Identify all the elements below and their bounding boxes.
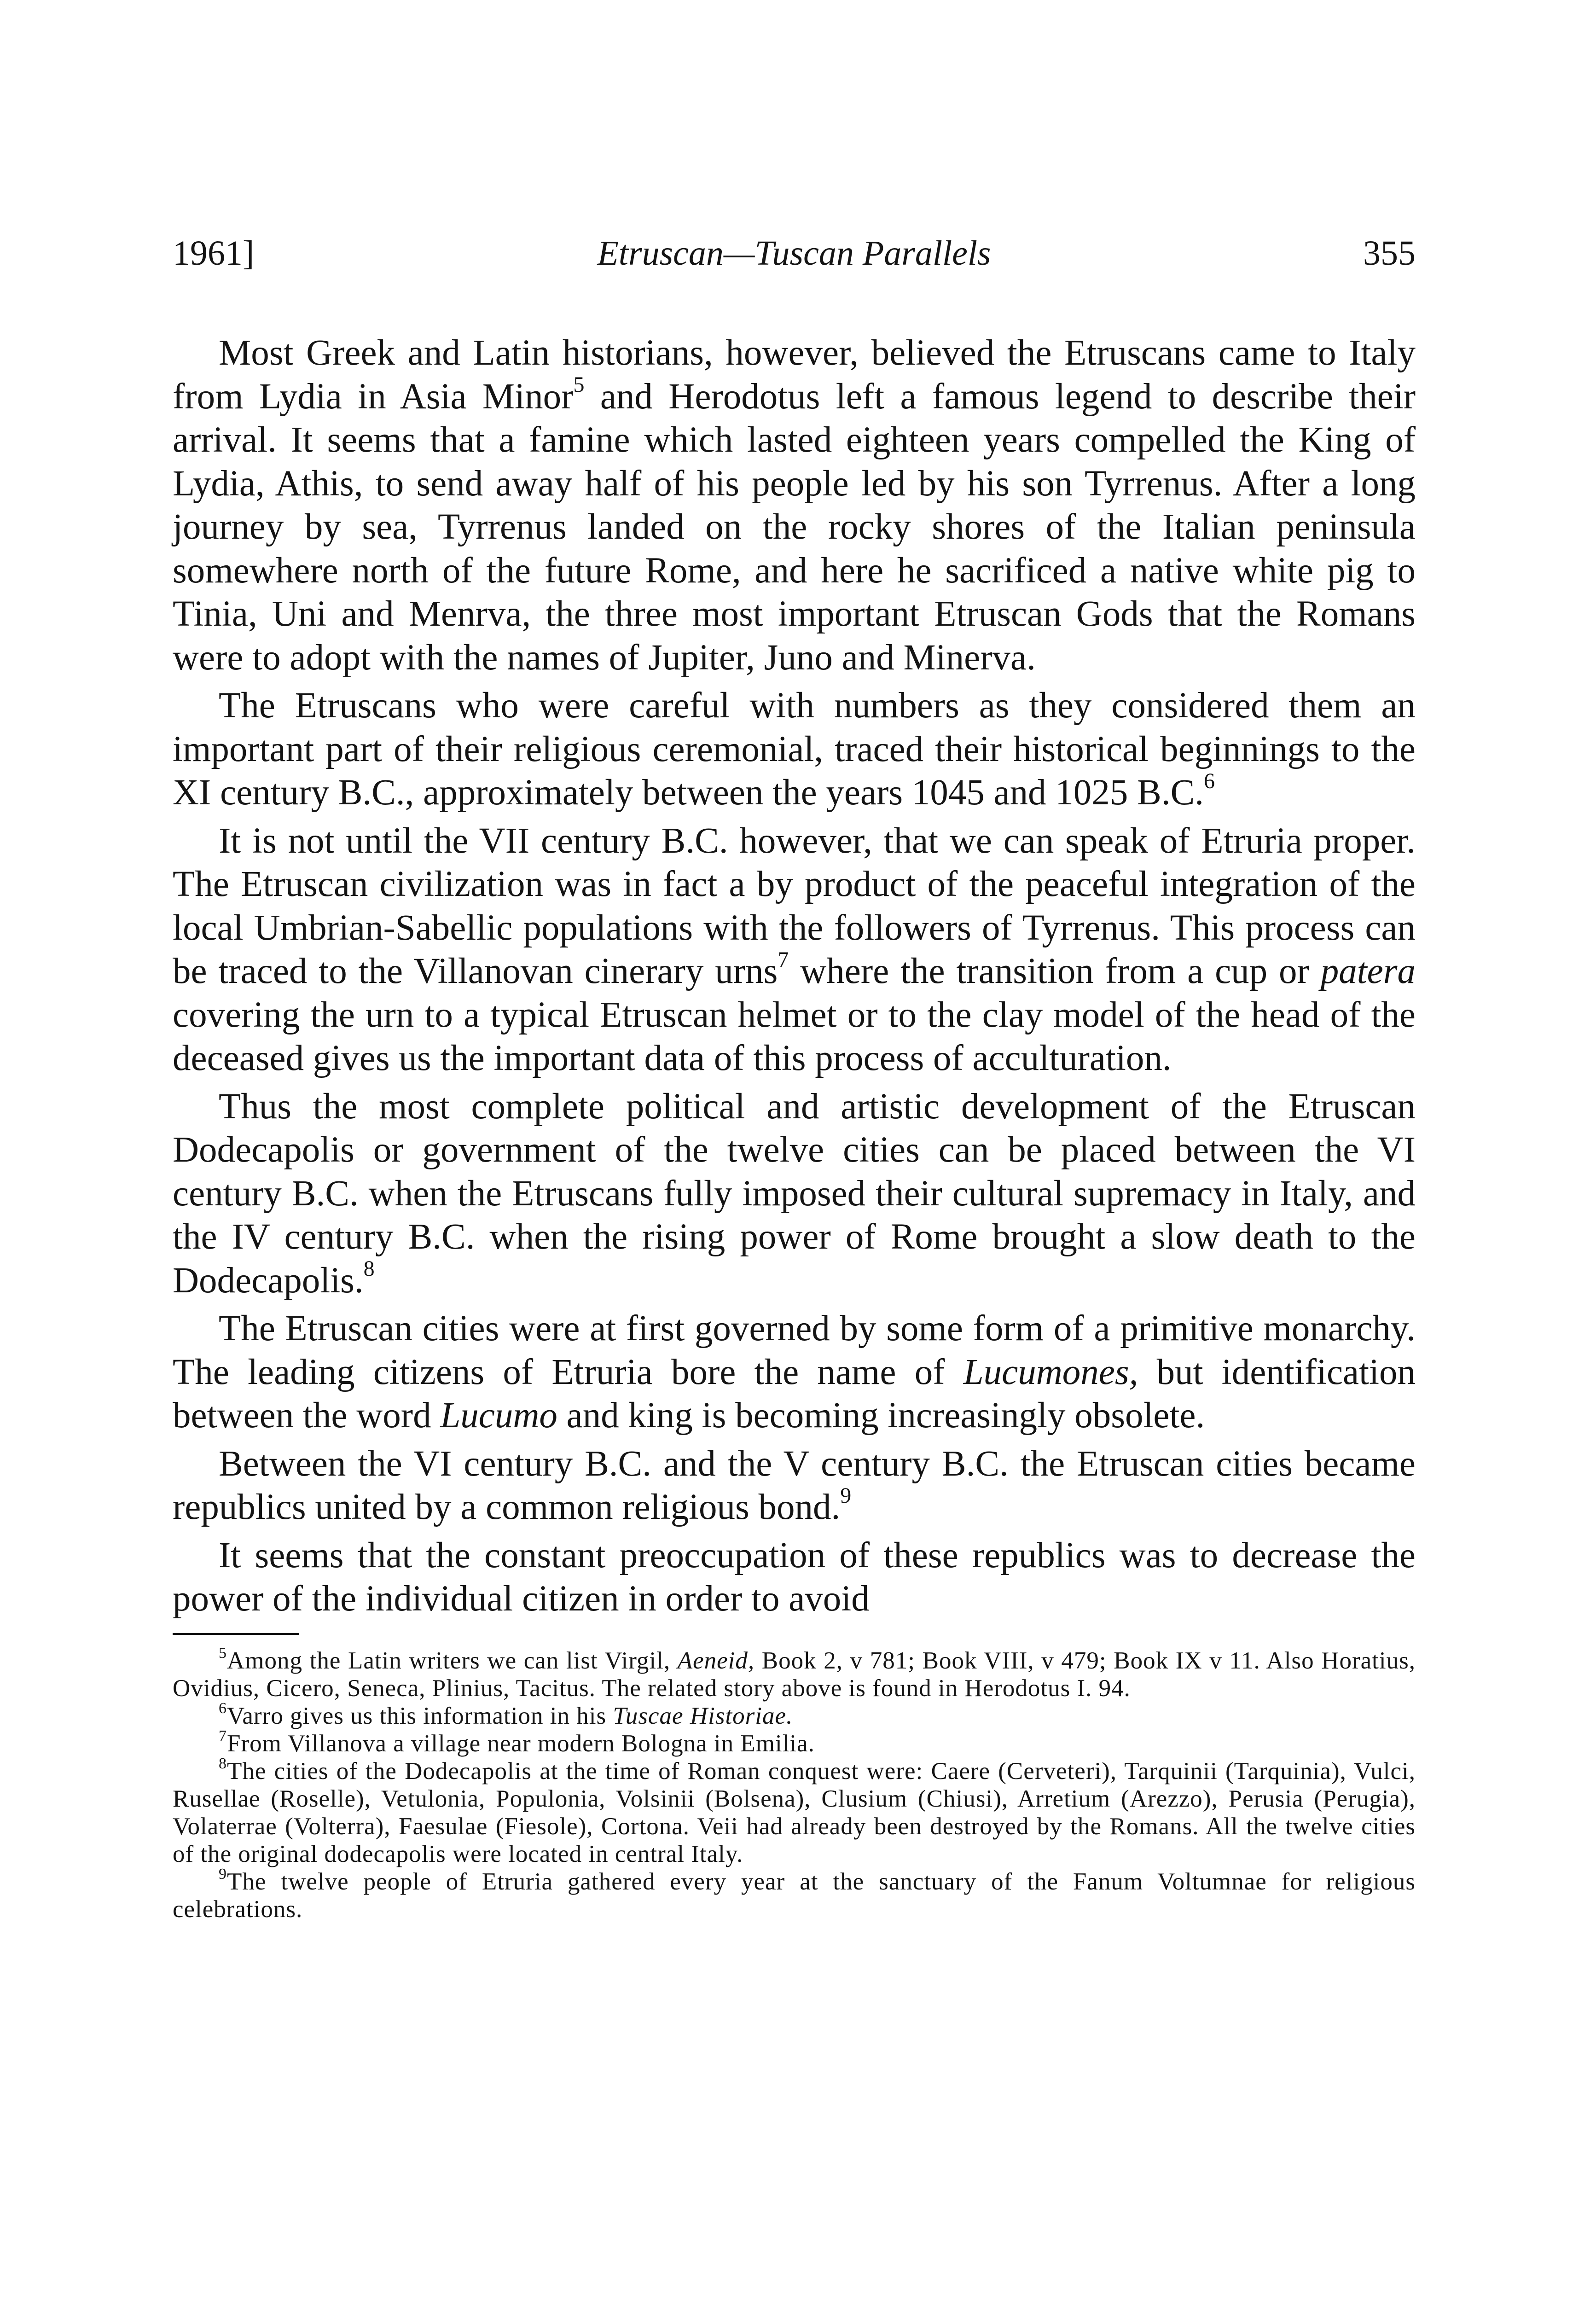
header-title: Etruscan—Tuscan Parallels — [597, 234, 991, 273]
paragraph-6 — [173, 1442, 1416, 1529]
footnote-6 — [173, 1699, 1416, 1730]
footnote-ref-5: 5 — [573, 372, 585, 397]
footnote-6-italic: Tuscae Historiae. — [613, 1702, 793, 1729]
journal-page — [173, 226, 1416, 1923]
paragraph-7 — [173, 1534, 1416, 1621]
footnote-7-text-1: From Villanova a village near modern Bologna in Emilia. — [227, 1730, 815, 1757]
page-number: 355 — [1363, 234, 1416, 273]
footnote-5-mark: 5 — [219, 1644, 227, 1662]
footnote-divider — [173, 1633, 299, 1635]
p5-italic-lucumones: Lucumones, — [963, 1352, 1138, 1392]
footnote-6-mark: 6 — [219, 1699, 227, 1717]
footnote-5-text-2: Book 2, v 781; Book VIII, v 479; Book IX v 11. Also Horatius, Ovidius, Cicero, Seneca, Plinius, Tacitus. The related story above is found in Herodotus I. 94. — [173, 1647, 1416, 1702]
paragraph-3 — [173, 820, 1416, 1081]
footnote-7-mark: 7 — [219, 1727, 227, 1744]
footnote-6-text-1: Varro gives us this information in his — [227, 1702, 613, 1729]
p2-text-1: The Etruscans who were careful with numbers as they considered them an important part of their religious ceremonial, traced their historical beginnings to the XI century B.C., approximately between the years 1045 and 1025 B.C. — [173, 686, 1416, 813]
p6-text-1: Between the VI century B.C. and the V century B.C. the Etruscan cities became republics united by a common religious bond. — [173, 1443, 1416, 1527]
footnote-8-text-1: The cities of the Dodecapolis at the time of Roman conquest were: Caere (Cerveteri), Tarquinii (Tarquinia), Vulci, Rusellae (Roselle), Vetulonia, Populonia, Volsinii (Bolsena), Clusium (Chiusi), Arretium (Arezzo), Perusia (Perugia), Volaterrae (Volterra), Faesulae (Fiesole), Cortona. Veii had already been destroyed by the Romans. All the twelve cities of the original dodecapolis were located in central Italy. — [173, 1757, 1416, 1867]
footnote-ref-8: 8 — [363, 1256, 375, 1281]
footnote-9-text-1: The twelve people of Etruria gathered every year at the sanctuary of the Fanum Voltumnae for religious celebrations. — [173, 1868, 1416, 1923]
p3-text-1: It is not until the VII century B.C. however, that we can speak of Etruria proper. The Etruscan civilization was in fact a by product of the peaceful integration of the local Umbrian-Sabellic populations with the followers of Tyrrenus. This process can be traced to the Villanovan cinerary urns — [173, 820, 1416, 991]
p3-italic-patera: patera — [1320, 951, 1416, 991]
p5-text-1: The Etruscan cities were at first governed by some form of a primitive monarchy. The leading citizens of Etruria bore the name of — [173, 1308, 1416, 1392]
footnote-5 — [173, 1644, 1416, 1702]
body-text — [173, 331, 1416, 1621]
paragraph-2 — [173, 684, 1416, 815]
paragraph-4 — [173, 1085, 1416, 1303]
footnote-5-text-1: Among the Latin writers we can list Virgil, — [227, 1647, 678, 1674]
footnote-ref-6: 6 — [1204, 768, 1215, 793]
footnote-8 — [173, 1757, 1416, 1868]
p7-text-1: It seems that the constant preoccupation of these republics was to decrease the power of the individual citizen in order to avoid — [173, 1535, 1416, 1619]
footnote-9-mark: 9 — [219, 1865, 227, 1883]
footnote-5-italic: Aeneid, — [677, 1647, 755, 1674]
p3-text-2: where the transition from a cup or — [789, 951, 1321, 991]
footnote-ref-7: 7 — [778, 947, 789, 972]
p1-text-1: Most Greek and Latin historians, however, believed the Etruscans came to Italy from Lydia in Asia Minor — [173, 333, 1416, 417]
p3-text-3: covering the urn to a typical Etruscan helmet or to the clay model of the head of the deceased gives us the important data of this process of acculturation. — [173, 994, 1416, 1078]
paragraph-5 — [173, 1307, 1416, 1438]
footnote-8-mark: 8 — [219, 1755, 227, 1772]
footnote-9 — [173, 1865, 1416, 1923]
p5-text-2: but identification between the word — [173, 1352, 1416, 1436]
p5-text-3: and king is becoming increasingly obsolete. — [557, 1395, 1205, 1436]
footnote-7 — [173, 1727, 1416, 1757]
footnotes — [173, 1644, 1416, 1923]
running-head — [173, 226, 1416, 281]
p4-text-1: Thus the most complete political and artistic development of the Etruscan Dodecapolis or government of the twelve cities can be placed between the VI century B.C. when the Etruscans fully imposed their cultural supremacy in Italy, and the IV century B.C. when the rising power of Rome brought a slow death to the Dodecapolis. — [173, 1086, 1416, 1301]
header-year: 1961] — [173, 234, 255, 273]
paragraph-1 — [173, 331, 1416, 680]
p1-text-2: and Herodotus left a famous legend to describe their arrival. It seems that a famine which lasted eighteen years compelled the King of Lydia, Athis, to send away half of his people led by his son Tyrrenus. After a long journey by sea, Tyrrenus landed on the rocky shores of the Italian peninsula somewhere north of the future Rome, and here he sacrificed a native white pig to Tinia, Uni and Menrva, the three most important Etruscan Gods that the Romans were to adopt with the names of Jupiter, Juno and Minerva. — [173, 376, 1416, 678]
footnote-ref-9: 9 — [840, 1483, 852, 1508]
p5-italic-lucumo: Lucumo — [440, 1395, 557, 1436]
